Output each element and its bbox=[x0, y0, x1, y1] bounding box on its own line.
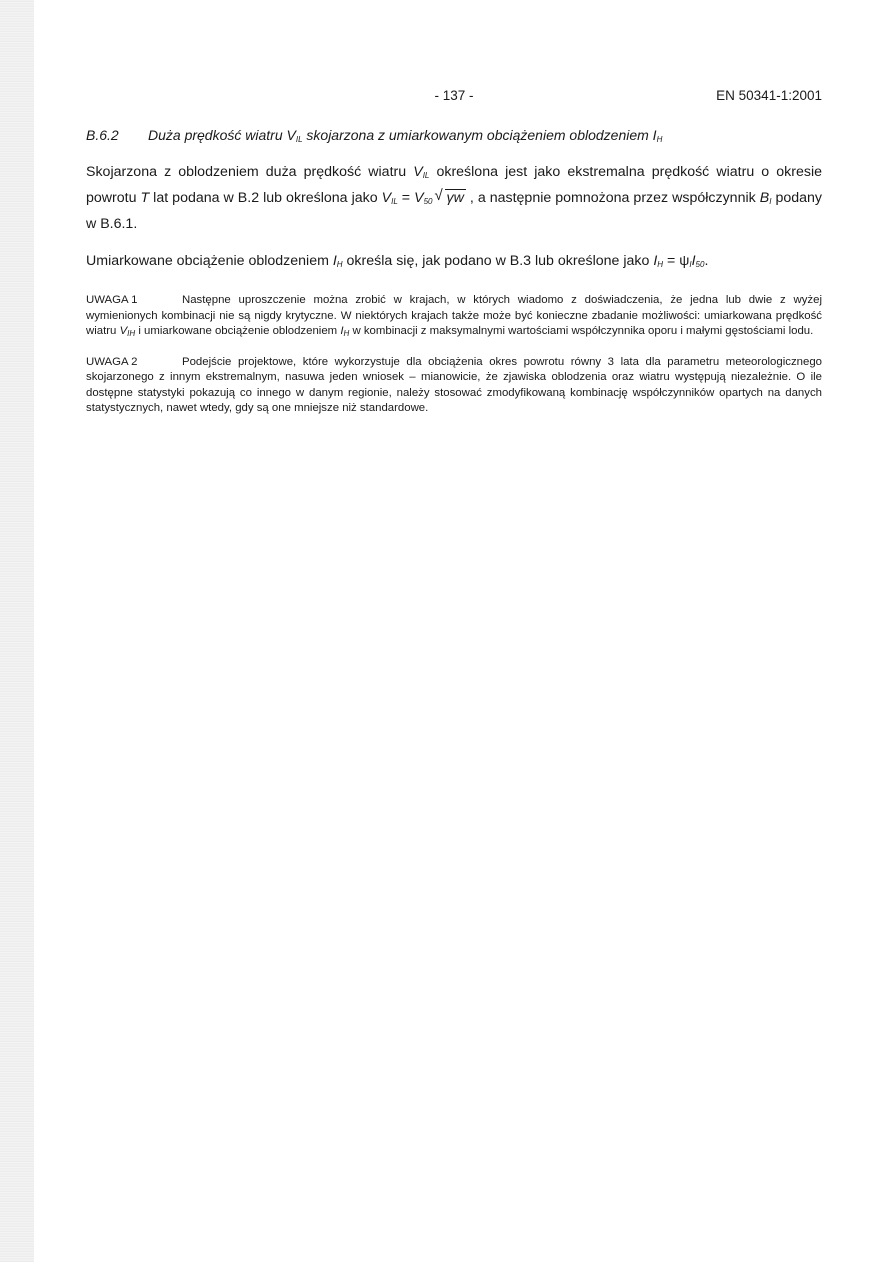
symbol-i50: I bbox=[691, 253, 696, 269]
subscript: H bbox=[657, 260, 664, 269]
symbol-v50: V bbox=[414, 190, 424, 206]
sqrt-content: γw bbox=[446, 190, 464, 206]
text-run: Następne uproszczenie można zrobić w krajach, w których wiadomo z doświadczenia, że jedna lub dwie z wyżej wymienionych kombinacji nie są nigdy krytyczne. W niektórych krajach także może być konieczne zbadanie możliwości: umiarkowana prędkość wiatru bbox=[86, 294, 822, 337]
text-run: określa się, jak podano w B.3 lub określone jako bbox=[342, 253, 654, 269]
document-id: EN 50341-1:2001 bbox=[716, 88, 822, 103]
section-number: B.6.2 bbox=[86, 127, 119, 143]
symbol-i: I bbox=[332, 253, 337, 269]
text-run: lat podana w B.2 lub określona jako bbox=[149, 190, 382, 206]
subscript: IL bbox=[422, 171, 430, 180]
document-page bbox=[86, 88, 822, 417]
text-run: w kombinacji z maksymalnymi wartościami współczynnika oporu i małymi gęstościami lodu. bbox=[349, 325, 814, 337]
text-run: i umiarkowane obciążenie oblodzeniem bbox=[135, 325, 341, 337]
page-header bbox=[86, 88, 822, 110]
subscript: H bbox=[336, 260, 343, 269]
equals-sign: = bbox=[397, 190, 415, 206]
symbol-b: B bbox=[759, 190, 770, 206]
symbol-v: V bbox=[119, 325, 128, 337]
symbol-i: I bbox=[653, 253, 658, 269]
square-root-icon bbox=[437, 187, 466, 209]
paragraph-ice-load bbox=[86, 250, 822, 276]
symbol-t: T bbox=[140, 190, 150, 206]
subscript: I bbox=[689, 260, 692, 269]
text-run: podany w B.6.1. bbox=[86, 190, 822, 232]
text-run: Podejście projektowe, które wykorzystuje dla obciążenia okres powrotu równy 3 lata dla parametru meteorologicznego skojarzonego z innym ekstremalnym, nasuwa jeden wniosek – mianowicie, że zjawiska oblodzenia oraz wiatru występują niezależnie. O ile dostępne statystyki pokazują co innego w danym regionie, należy stosować zmodyfikowaną kombinację współczynników opartych na danych statystycznych, nawet wtedy, gdy są one mniejsze niż standardowe. bbox=[86, 355, 822, 414]
note-label: UWAGA 1 bbox=[86, 294, 138, 306]
subscript: 50 bbox=[423, 197, 433, 206]
note-label: UWAGA 2 bbox=[86, 355, 138, 368]
text-run: określona jest jako ekstremalna prędkość wiatru o okresie powrotu bbox=[86, 164, 823, 206]
subscript: 50 bbox=[695, 260, 705, 269]
paragraph-wind-speed bbox=[86, 161, 822, 235]
symbol-v: V bbox=[381, 190, 392, 206]
subscript: IH bbox=[127, 329, 136, 338]
symbol-i: I bbox=[340, 325, 344, 337]
subscript: IL bbox=[391, 197, 398, 206]
scan-edge-shading bbox=[0, 0, 34, 1262]
section-title-part: skojarzona z umiarkowanym obciążeniem oblodzeniem I bbox=[302, 127, 657, 143]
section-title-subscript: IL bbox=[295, 135, 303, 144]
text-run: Umiarkowane obciążenie oblodzeniem bbox=[86, 253, 333, 269]
section-heading bbox=[86, 127, 822, 144]
text-run: , a następnie pomnożona przez współczynnik bbox=[465, 190, 760, 206]
text-run: Skojarzona z oblodzeniem duża prędkość wiatru bbox=[86, 164, 414, 180]
subscript: H bbox=[343, 329, 350, 338]
equals-psi: = ψ bbox=[663, 253, 690, 269]
page-number: - 137 - bbox=[434, 88, 474, 103]
symbol-v: V bbox=[413, 164, 423, 180]
section-title-subscript: H bbox=[656, 135, 663, 144]
section-title-part: Duża prędkość wiatru V bbox=[148, 127, 296, 143]
period: . bbox=[704, 253, 709, 269]
note-1 bbox=[86, 293, 822, 342]
subscript: I bbox=[769, 197, 772, 206]
note-2 bbox=[86, 355, 822, 417]
